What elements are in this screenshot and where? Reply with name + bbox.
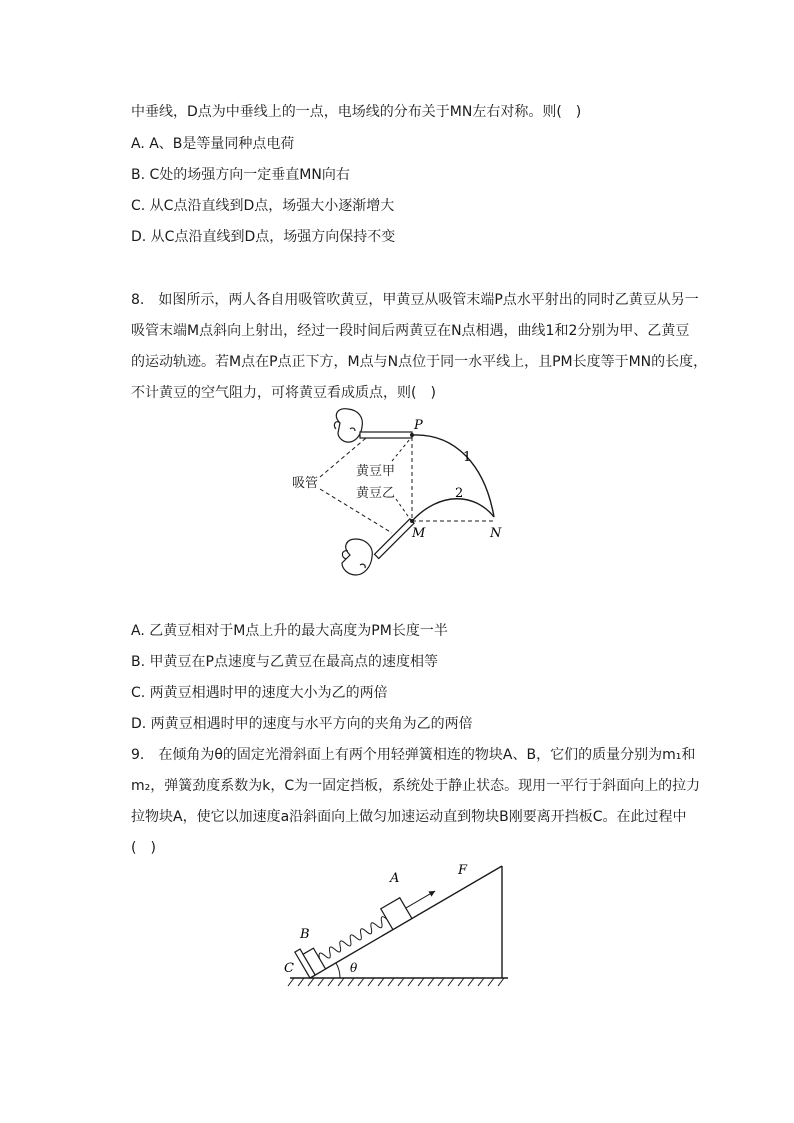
label-2: 2 bbox=[455, 486, 464, 501]
straw-bottom bbox=[375, 519, 415, 559]
force-arrow-head bbox=[428, 888, 436, 896]
q9-stem-line-3: 拉物块A，使它以加速度a沿斜面向上做匀加速运动直到物块B刚要离开挡板C。在此过程中 bbox=[131, 809, 687, 825]
label-p: P bbox=[414, 418, 423, 433]
label-b: B bbox=[300, 927, 310, 942]
label-f: F bbox=[458, 863, 468, 878]
q8-stem-line-2: 吸管末端M点斜向上射出，经过一段时间后两黄豆在N点相遇，曲线1和2分别为甲、乙黄豆 bbox=[131, 323, 690, 339]
trajectory-1 bbox=[412, 435, 494, 517]
label-bean-a: 黄豆甲 bbox=[356, 464, 396, 479]
q8-stem-line-4: 不计黄豆的空气阻力，可将黄豆看成质点，则( ) bbox=[131, 385, 436, 401]
label-a: A bbox=[390, 871, 400, 886]
q8-figure bbox=[280, 405, 520, 590]
q7-option-b[interactable]: B. C处的场强方向一定垂直MN向右 bbox=[131, 167, 350, 183]
label-theta: θ bbox=[350, 961, 358, 975]
q8-option-b[interactable]: B. 甲黄豆在P点速度与乙黄豆在最高点的速度相等 bbox=[131, 654, 438, 670]
point-m bbox=[410, 519, 414, 523]
label-straw: 吸管 bbox=[292, 476, 319, 491]
label-m: M bbox=[412, 526, 426, 541]
q7-option-d[interactable]: D. 从C点沿直线到D点，场强方向保持不变 bbox=[131, 229, 396, 245]
trajectory-2 bbox=[412, 499, 494, 521]
q8-stem-line-1: 8. 如图所示，两人各自用吸管吹黄豆，甲黄豆从吸管末端P点水平射出的同时乙黄豆从另一 bbox=[131, 292, 699, 308]
q7-stem-tail: 中垂线，D点为中垂线上的一点，电场线的分布关于MN左右对称。则( ) bbox=[131, 104, 582, 120]
q9-stem-line-2: m₂，弹簧劲度系数为k，C为一固定挡板，系统处于静止状态。现用一平行于斜面向上的拉力 bbox=[131, 778, 701, 794]
person-top-icon bbox=[334, 409, 362, 442]
label-n: N bbox=[490, 526, 502, 541]
q8-option-d[interactable]: D. 两黄豆相遇时甲的速度与水平方向的夹角为乙的两倍 bbox=[131, 716, 473, 732]
person-bottom-icon bbox=[342, 539, 372, 575]
q9-figure bbox=[280, 858, 520, 998]
label-1: 1 bbox=[463, 450, 472, 465]
q9-stem-line-1: 9. 在倾角为θ的固定光滑斜面上有两个用轻弹簧相连的物块A、B，它们的质量分别为m₁和 bbox=[131, 747, 696, 763]
label-c: C bbox=[284, 961, 294, 976]
q9-stem-line-4: ( ) bbox=[131, 840, 156, 856]
q8-stem-line-3: 的运动轨迹。若M点在P点正下方，M点与N点位于同一水平线上，且PM长度等于MN的长度， bbox=[131, 354, 708, 370]
ground-hatching bbox=[288, 978, 504, 986]
bean-a-leader bbox=[392, 439, 410, 461]
q8-option-c[interactable]: C. 两黄豆相遇时甲的速度大小为乙的两倍 bbox=[131, 685, 388, 701]
q7-option-c[interactable]: C. 从C点沿直线到D点，场强大小逐渐增大 bbox=[131, 198, 395, 214]
label-bean-b: 黄豆乙 bbox=[356, 486, 396, 501]
straw-top bbox=[360, 432, 412, 438]
q7-option-a[interactable]: A. A、B是等量同种点电荷 bbox=[131, 136, 295, 152]
q8-option-a[interactable]: A. 乙黄豆相对于M点上升的最大高度为PM长度一半 bbox=[131, 623, 448, 639]
bean-b-leader bbox=[396, 499, 410, 519]
block-a bbox=[381, 898, 412, 930]
angle-arc bbox=[336, 963, 340, 978]
